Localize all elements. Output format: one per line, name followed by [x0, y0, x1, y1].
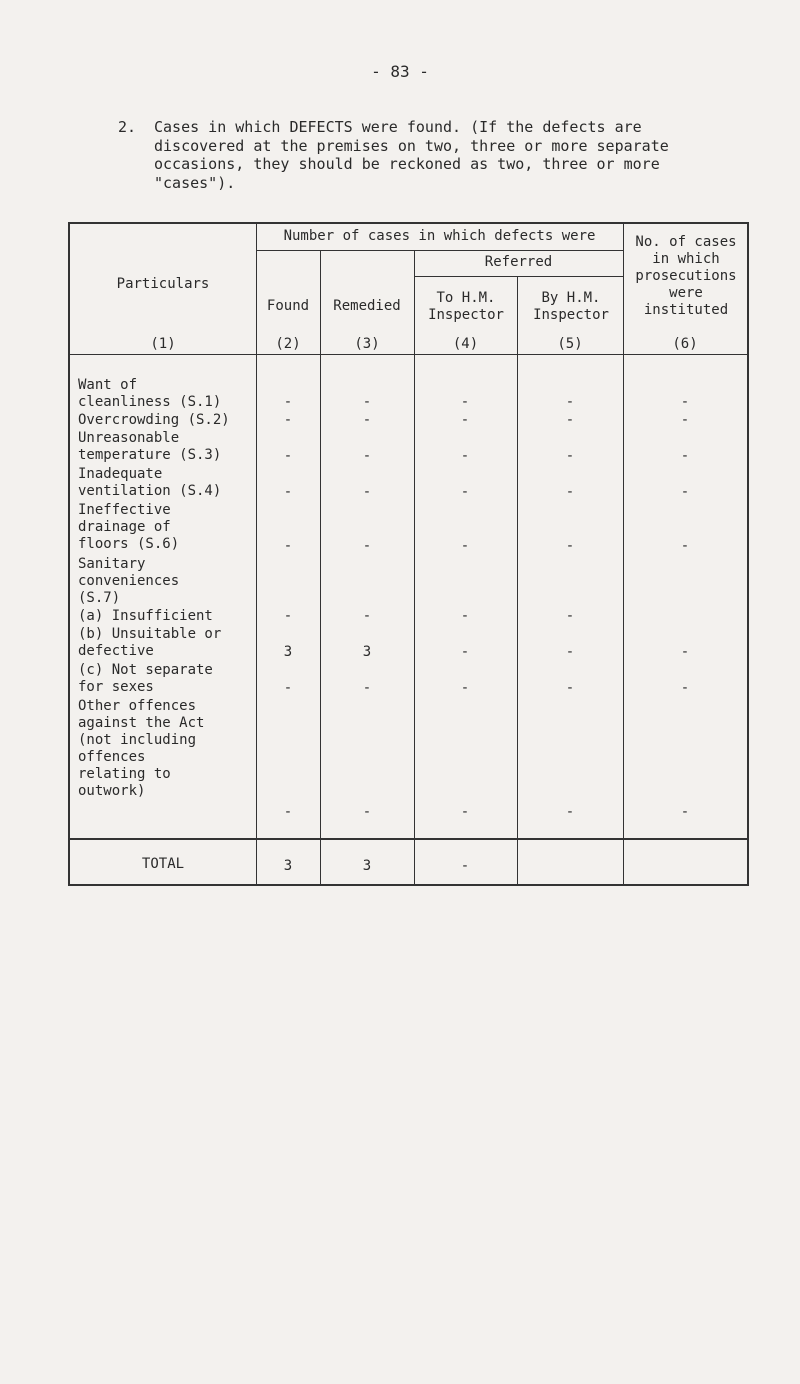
cell-value: -	[565, 394, 575, 410]
cell-value: -	[565, 680, 575, 696]
cell-value: -	[680, 680, 690, 696]
cell-value: -	[460, 394, 470, 410]
cell-value: -	[565, 412, 575, 428]
colnum-4: (4)	[452, 336, 479, 352]
cell-value: -	[680, 412, 690, 428]
row-label: Ineffective drainage of floors (S.6)	[78, 502, 180, 552]
cell-value: -	[283, 448, 293, 464]
header-to-hm: To H.M. Inspector	[428, 290, 504, 323]
header-by-hm: By H.M. Inspector	[533, 290, 609, 323]
cell-value: -	[362, 680, 372, 696]
header-group: Number of cases in which defects were	[283, 228, 596, 244]
cell-value: -	[460, 538, 470, 554]
cell-value: -	[283, 804, 293, 820]
cell-value: -	[565, 804, 575, 820]
cell-value: -	[460, 804, 470, 820]
cell-value: -	[362, 538, 372, 554]
header-remedied: Remedied	[333, 298, 401, 314]
cell-value: -	[283, 412, 293, 428]
section-text: Cases in which DEFECTS were found. (If the defects are discovered at the premises on two, three or more separate occasions, they should be reckoned as two, three or more "cases").	[154, 118, 669, 192]
colnum-3: (3)	[354, 336, 380, 352]
section-number: 2.	[118, 118, 137, 136]
header-referred: Referred	[484, 254, 553, 270]
page-number: - 83 -	[371, 62, 429, 81]
divider	[70, 354, 747, 355]
cell-value: -	[680, 644, 690, 660]
cell-value: -	[565, 608, 575, 624]
colnum-1: (1)	[150, 336, 176, 352]
cell-value: -	[362, 484, 372, 500]
cell-value: -	[283, 608, 293, 624]
cell-value: -	[680, 804, 690, 820]
divider	[517, 276, 518, 884]
cell-value: -	[565, 538, 575, 554]
cell-value: -	[565, 448, 575, 464]
cell-value: -	[565, 644, 575, 660]
cell-value: -	[362, 608, 372, 624]
colnum-6: (6)	[672, 336, 698, 352]
cell-value: -	[362, 804, 372, 820]
cell-value: 3	[362, 644, 372, 660]
cell-value: -	[680, 538, 690, 554]
cell-value: -	[362, 448, 372, 464]
cell-value: -	[565, 484, 575, 500]
divider	[256, 224, 257, 884]
row-label: (b) Unsuitable or defective	[78, 626, 222, 659]
total-found: 3	[283, 858, 293, 874]
cell-value: -	[680, 394, 690, 410]
row-label: Overcrowding (S.2)	[78, 412, 230, 428]
cell-value: -	[362, 394, 372, 410]
cell-value: -	[680, 484, 690, 500]
divider	[623, 224, 624, 884]
row-label: Inadequate ventilation (S.4)	[78, 466, 222, 499]
cell-value: -	[283, 680, 293, 696]
row-label: Unreasonable temperature (S.3)	[78, 430, 222, 463]
cell-value: -	[460, 644, 470, 660]
colnum-5: (5)	[557, 336, 583, 352]
colnum-2: (2)	[275, 336, 301, 352]
header-prosecutions: No. of cases in which prosecutions were instituted	[635, 234, 737, 318]
cell-value: -	[680, 448, 690, 464]
cell-value: -	[362, 412, 372, 428]
row-label: Want of cleanliness (S.1)	[78, 377, 222, 410]
header-particulars: Particulars	[116, 276, 210, 292]
row-label: Sanitary conveniences (S.7)	[78, 556, 180, 606]
total-label: TOTAL	[141, 856, 185, 872]
cell-value: -	[283, 394, 293, 410]
divider	[256, 250, 623, 251]
divider	[70, 838, 747, 840]
cell-value: -	[460, 448, 470, 464]
row-label: Other offences against the Act (not including offences relating to outwork)	[78, 698, 205, 799]
row-label: (a) Insufficient	[78, 608, 213, 624]
cell-value: -	[283, 484, 293, 500]
defects-table	[68, 222, 749, 886]
cell-value: 3	[283, 644, 293, 660]
cell-value: -	[460, 680, 470, 696]
total-remedied: 3	[362, 858, 372, 874]
cell-value: -	[460, 484, 470, 500]
cell-value: -	[283, 538, 293, 554]
header-found: Found	[266, 298, 310, 314]
row-label: (c) Not separate for sexes	[78, 662, 213, 695]
divider	[414, 276, 623, 277]
cell-value: -	[460, 412, 470, 428]
total-to-hm: -	[460, 858, 470, 874]
cell-value: -	[460, 608, 470, 624]
